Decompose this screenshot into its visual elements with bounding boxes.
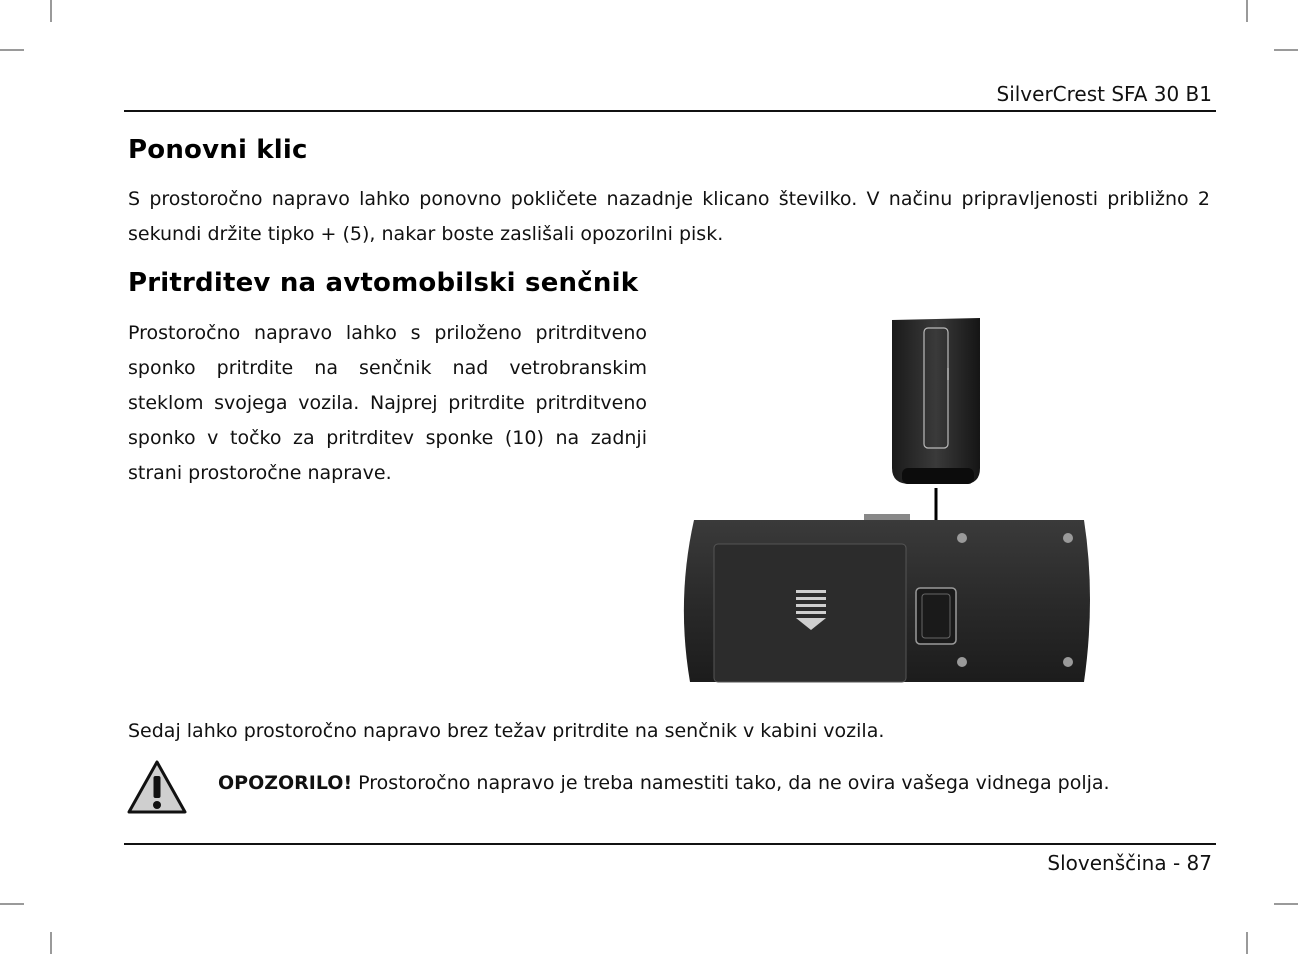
footer-language: Slovenščina	[1047, 851, 1167, 875]
crop-mark	[50, 0, 52, 22]
redial-paragraph: S prostoročno napravo lahko ponovno pokličete nazadnje klicano številko. V načinu pripravljenosti približno 2 sekundi držite tipko + (5), nakar boste zaslišali opozorilni pisk.	[128, 188, 1210, 245]
page-footer	[1047, 851, 1212, 875]
section-title-redial: Ponovni klic	[128, 135, 308, 165]
warning-text	[218, 772, 1110, 794]
warning-triangle-icon	[127, 760, 187, 814]
crop-mark	[1274, 903, 1298, 905]
footer-rule	[124, 843, 1216, 845]
clip-mounting-illustration	[680, 318, 1096, 686]
footer-separator: -	[1166, 851, 1187, 875]
crop-mark	[0, 903, 24, 905]
crop-mark	[1246, 0, 1248, 22]
warning-message: Prostoročno napravo je treba namestiti tako, da ne ovira vašega vidnega polja.	[352, 772, 1110, 794]
crop-mark	[1274, 49, 1298, 51]
visor-mount-followup: Sedaj lahko prostoročno napravo brez težav pritrdite na senčnik v kabini vozila.	[128, 720, 885, 742]
crop-mark	[1246, 932, 1248, 954]
page-number: 87	[1186, 851, 1212, 875]
mounting-clip	[892, 318, 980, 484]
warning-label: OPOZORILO!	[218, 772, 353, 794]
header-product-name: SilverCrest SFA 30 B1	[996, 82, 1212, 106]
crop-mark	[50, 932, 52, 954]
crop-mark	[0, 49, 24, 51]
clip-mount-point	[916, 588, 956, 644]
visor-mount-paragraph: Prostoročno napravo lahko s priloženo pritrditveno sponko pritrdite na senčnik nad vetrobranskim steklom svojega vozila. Najprej pritrdite pritrditveno sponko v točko za pritrditev sponke (10) na zadnji strani prostoročne naprave.	[128, 322, 647, 484]
header-rule	[124, 110, 1216, 112]
section-title-visor-mount: Pritrditev na avtomobilski senčnik	[128, 268, 639, 298]
device-back	[684, 514, 1090, 682]
